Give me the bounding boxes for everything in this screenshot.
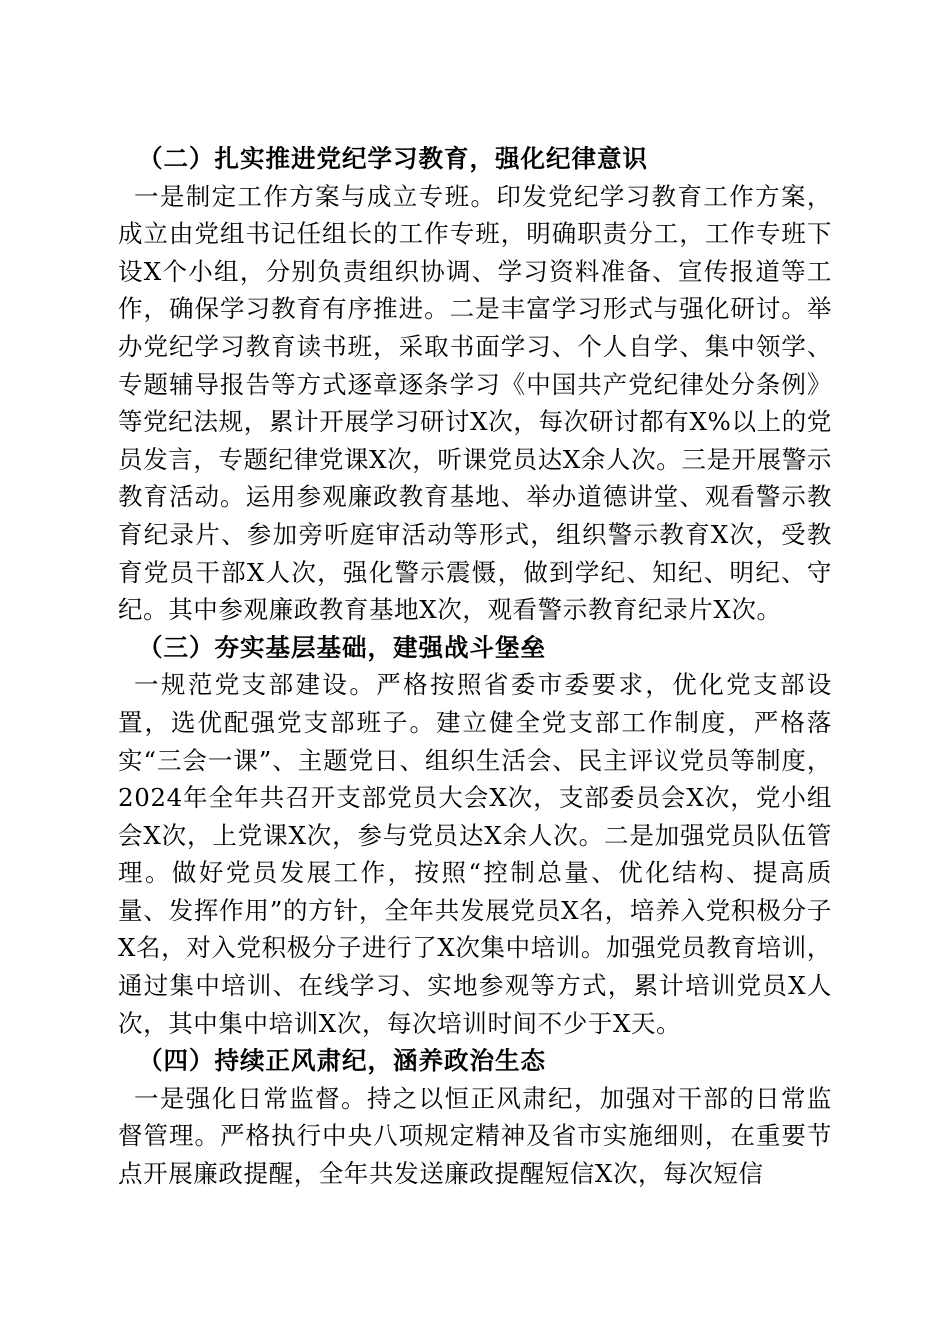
section-heading-3: （三）夯实基层基础，建强战斗堡垒 <box>138 632 546 662</box>
section-heading-4: （四）持续正风肃纪，涵养政治生态 <box>138 1046 546 1076</box>
section-paragraph-4: 一是强化日常监督。持之以恒正风肃纪，加强对干部的日常监督管理。严格执行中央八项规定精神及省市实施细则，在重要节点开展廉政提醒，全年共发送廉政提醒短信X次，每次短信 <box>118 1083 832 1189</box>
document-body <box>118 140 832 1193</box>
section-paragraph-2: 一是制定工作方案与成立专班。印发党纪学习教育工作方案，成立由党组书记任组长的工作专班，明确职责分工，工作专班下设X个小组，分别负责组织协调、学习资料准备、宣传报道等工作，确保学习教育有序推进。二是丰富学习形式与强化研讨。举办党纪学习教育读书班，采取书面学习、个人自学、集中领学、专题辅导报告等方式逐章逐条学习《中国共产党纪律处分条例》等党纪法规，累计开展学习研讨X次，每次研讨都有X%以上的党员发言，专题纪律党课X次，听课党员达X余人次。三是开展警示教育活动。运用参观廉政教育基地、举办道德讲堂、观看警示教育纪录片、参加旁听庭审活动等形式，组织警示教育X次，受教育党员干部X人次，强化警示震慑，做到学纪、知纪、明纪、守纪。其中参观廉政教育基地X次，观看警示教育纪录片X次。 <box>118 181 832 625</box>
section-paragraph-3: 一规范党支部建设。严格按照省委市委要求，优化党支部设置，选优配强党支部班子。建立健全党支部工作制度，严格落实“三会一课”、主题党日、组织生活会、民主评议党员等制度，2024年全年共召开支部党员大会X次，支部委员会X次，党小组会X次，上党课X次，参与党员达X余人次。二是加强党员队伍管理。做好党员发展工作，按照“控制总量、优化结构、提高质量、发挥作用”的方针，全年共发展党员X名，培养入党积极分子X名，对入党积极分子进行了X次集中培训。加强党员教育培训，通过集中培训、在线学习、实地参观等方式，累计培训党员X人次，其中集中培训X次，每次培训时间不少于X天。 <box>118 670 832 1038</box>
section-heading-2: （二）扎实推进党纪学习教育，强化纪律意识 <box>138 144 648 173</box>
